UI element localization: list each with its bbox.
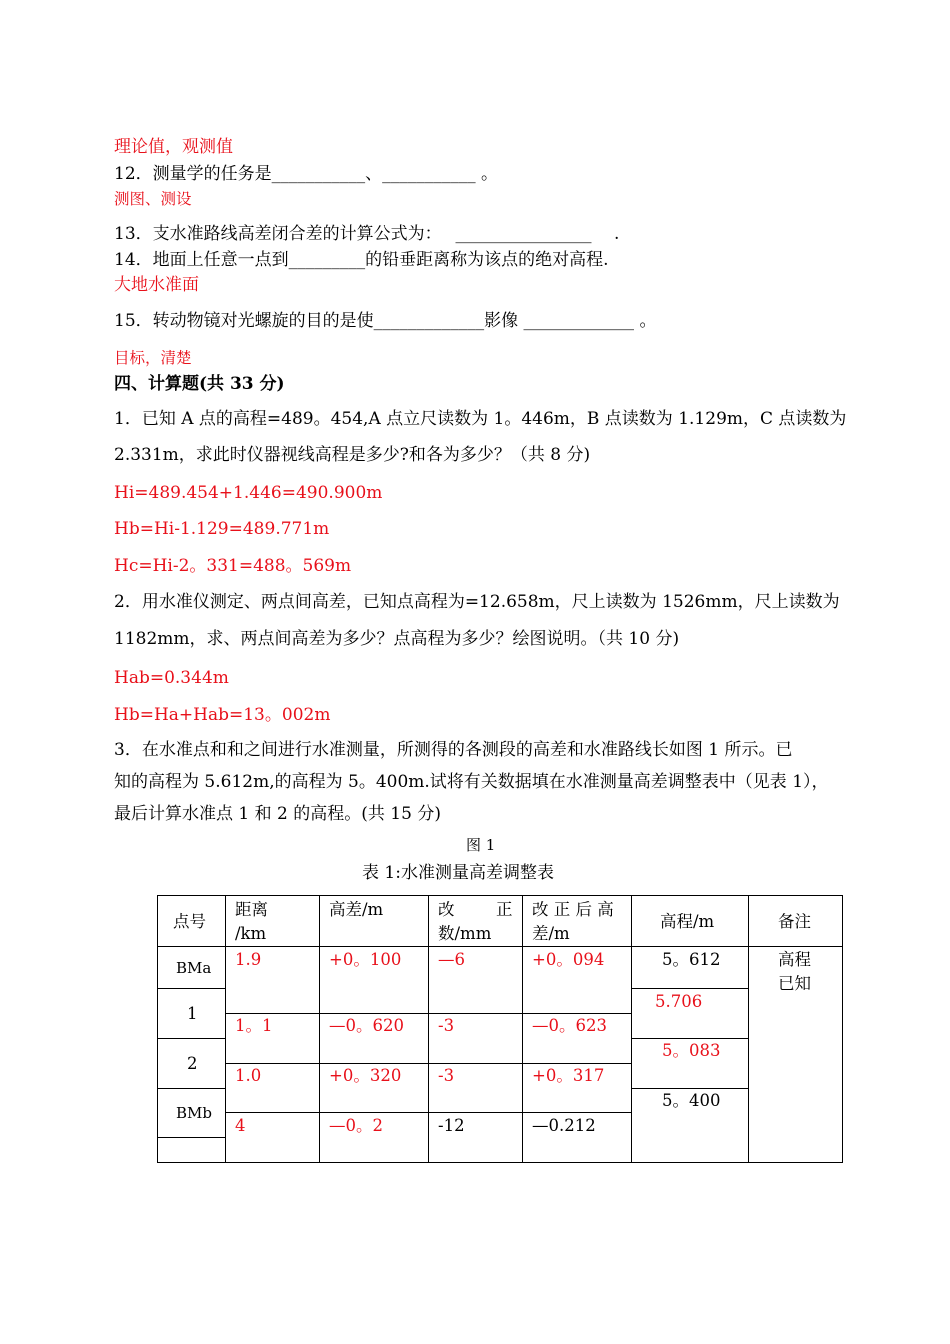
- header-correction: 改: [438, 900, 455, 919]
- total-adjusted-diff: —0.212: [532, 1116, 596, 1135]
- total-distance: 4: [235, 1116, 246, 1135]
- table-caption: 表 1:水准测量高差调整表: [362, 863, 554, 883]
- header-elevation: 高程/m: [660, 912, 715, 931]
- figure-caption: 图 1: [466, 836, 496, 854]
- note-line-1: 高程: [778, 950, 811, 969]
- seg2-height-diff: —0。620: [329, 1016, 404, 1035]
- calc-1-answer-3: Hc=Hi-2。331=488。569m: [114, 556, 352, 576]
- point-bmb: BMb: [176, 1104, 212, 1122]
- seg3-adjusted-diff: +0。317: [532, 1066, 605, 1085]
- point-2: 2: [187, 1054, 198, 1073]
- elevation-2: 5。083: [662, 1041, 721, 1060]
- header-point: 点号: [173, 912, 206, 931]
- calc-3-line-2: 知的高程为 5.612m,的高程为 5。400m.试将有关数据填在水准测量高差调整表中（见表 1），: [114, 772, 829, 792]
- calc-1-answer-1: Hi=489.454+1.446=490.900m: [114, 483, 383, 503]
- calc-1-answer-2: Hb=Hi-1.129=489.771m: [114, 519, 330, 539]
- seg1-distance: 1.9: [235, 950, 262, 969]
- header-adjusted-diff: 改 正 后 高: [532, 900, 614, 919]
- elevation-1: 5.706: [655, 992, 703, 1011]
- calc-2-line-1: 2．用水准仪测定、两点间高差，已知点高程为=12.658m，尺上读数为 1526mm，尺上读数为: [114, 592, 840, 612]
- seg1-correction: —6: [438, 950, 465, 969]
- calc-2-answer-1: Hab=0.344m: [114, 668, 229, 688]
- calc-1-line-2: 2.331m，求此时仪器视线高程是多少?和各为多少？（共 8 分): [114, 445, 591, 465]
- question-12: 12．测量学的任务是___________、___________ 。: [114, 164, 499, 184]
- answer-11: 理论值，观测值: [114, 137, 233, 157]
- seg1-height-diff: +0。100: [329, 950, 402, 969]
- seg3-height-diff: +0。320: [329, 1066, 402, 1085]
- section-heading-calc: 四、计算题(共 33 分): [114, 374, 285, 394]
- total-correction: -12: [438, 1116, 465, 1135]
- note-line-2: 已知: [778, 974, 811, 993]
- calc-1-line-1: 1．已知 A 点的高程=489。454,A 点立尺读数为 1。446m，B 点读数为 1.129m，C 点读数为: [114, 409, 847, 429]
- calc-2-answer-2: Hb=Ha+Hab=13。002m: [114, 705, 331, 725]
- seg2-distance: 1。1: [235, 1016, 273, 1035]
- calc-3-line-1: 3．在水准点和和之间进行水准测量，所测得的各测段的高差和水准路线长如图 1 所示。已: [114, 740, 793, 760]
- header-height-diff: 高差/m: [329, 900, 384, 919]
- elevation-bma: 5。612: [662, 950, 721, 969]
- point-bma: BMa: [176, 959, 212, 977]
- seg1-adjusted-diff: +0。094: [532, 950, 605, 969]
- header-correction-b: 正: [496, 900, 513, 919]
- header-distance-unit: /km: [235, 924, 267, 943]
- question-15: 15．转动物镜对光螺旋的目的是使_____________影像 _____________ 。: [114, 311, 657, 331]
- calc-3-line-3: 最后计算水准点 1 和 2 的高程。(共 15 分): [114, 804, 441, 824]
- header-distance: 距离: [235, 900, 268, 919]
- elevation-bmb: 5。400: [662, 1091, 721, 1110]
- answer-15: 目标，清楚: [114, 349, 192, 367]
- seg3-distance: 1.0: [235, 1066, 262, 1085]
- header-correction-unit: 数/mm: [438, 924, 492, 943]
- answer-14: 大地水准面: [114, 275, 199, 295]
- seg2-adjusted-diff: —0。623: [532, 1016, 607, 1035]
- question-13: 13．支水准路线高差闭合差的计算公式为： ________________ .: [114, 224, 620, 244]
- calc-2-line-2: 1182mm，求、两点间高差为多少？点高程为多少？绘图说明。（共 10 分): [114, 629, 680, 649]
- seg3-correction: -3: [438, 1066, 455, 1085]
- header-adjusted-diff-unit: 差/m: [532, 924, 570, 943]
- seg2-correction: -3: [438, 1016, 455, 1035]
- point-1: 1: [187, 1004, 198, 1023]
- header-note: 备注: [778, 912, 811, 931]
- question-14: 14．地面上任意一点到_________的铅垂距离称为该点的绝对高程.: [114, 250, 609, 270]
- total-height-diff: —0。2: [329, 1116, 383, 1135]
- answer-12: 测图、测设: [114, 190, 192, 208]
